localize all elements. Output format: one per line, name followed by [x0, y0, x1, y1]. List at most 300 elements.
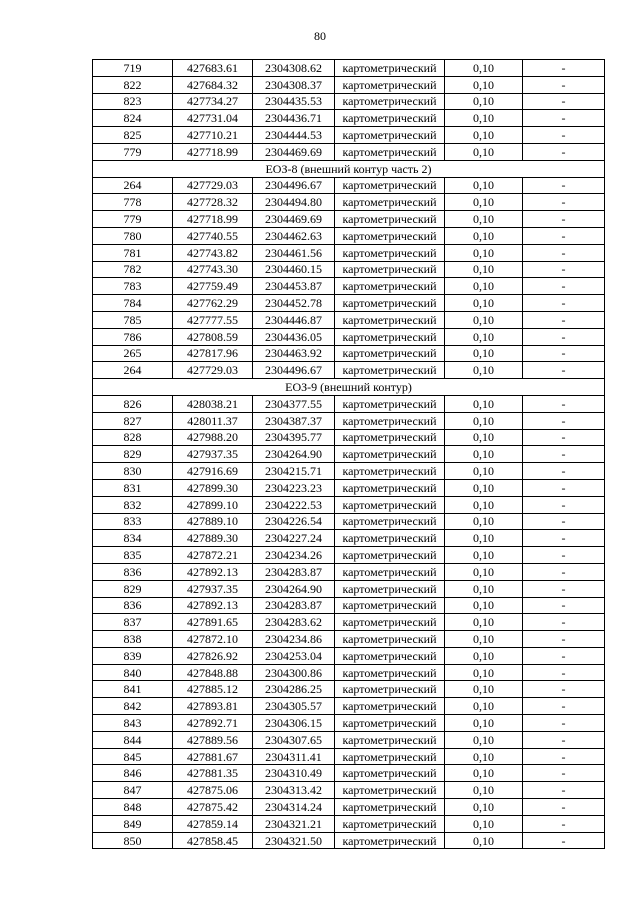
- note-cell: -: [523, 765, 605, 782]
- y-coordinate-cell: 2304311.41: [253, 748, 335, 765]
- method-cell: картометрический: [335, 463, 445, 480]
- x-coordinate-cell: 427848.88: [173, 664, 253, 681]
- y-coordinate-cell: 2304461.56: [253, 244, 335, 261]
- table-row: [93, 681, 605, 698]
- y-coordinate-cell: 2304469.69: [253, 143, 335, 160]
- point-number-cell: 834: [93, 530, 173, 547]
- x-coordinate-cell: 427893.81: [173, 698, 253, 715]
- note-cell: -: [523, 244, 605, 261]
- error-cell: 0,10: [445, 580, 523, 597]
- point-number-cell: 827: [93, 412, 173, 429]
- error-cell: 0,10: [445, 647, 523, 664]
- y-coordinate-cell: 2304234.26: [253, 547, 335, 564]
- point-number-cell: 828: [93, 429, 173, 446]
- y-coordinate-cell: 2304253.04: [253, 647, 335, 664]
- method-cell: картометрический: [335, 597, 445, 614]
- x-coordinate-cell: 427762.29: [173, 295, 253, 312]
- note-cell: -: [523, 194, 605, 211]
- error-cell: 0,10: [445, 547, 523, 564]
- y-coordinate-cell: 2304283.62: [253, 614, 335, 631]
- y-coordinate-cell: 2304283.87: [253, 597, 335, 614]
- method-cell: картометрический: [335, 647, 445, 664]
- point-number-cell: 265: [93, 345, 173, 362]
- table-row: [93, 647, 605, 664]
- section-heading-row: [93, 160, 605, 177]
- table-row: [93, 328, 605, 345]
- error-cell: 0,10: [445, 395, 523, 412]
- error-cell: 0,10: [445, 127, 523, 144]
- error-cell: 0,10: [445, 496, 523, 513]
- table-row: [93, 664, 605, 681]
- table-row: [93, 127, 605, 144]
- y-coordinate-cell: 2304496.67: [253, 362, 335, 379]
- x-coordinate-cell: 427988.20: [173, 429, 253, 446]
- x-coordinate-cell: 427881.67: [173, 748, 253, 765]
- x-coordinate-cell: 427743.82: [173, 244, 253, 261]
- error-cell: 0,10: [445, 832, 523, 849]
- x-coordinate-cell: 427875.42: [173, 799, 253, 816]
- y-coordinate-cell: 2304395.77: [253, 429, 335, 446]
- error-cell: 0,10: [445, 143, 523, 160]
- y-coordinate-cell: 2304227.24: [253, 530, 335, 547]
- x-coordinate-cell: 427892.13: [173, 597, 253, 614]
- x-coordinate-cell: 427729.03: [173, 177, 253, 194]
- note-cell: -: [523, 463, 605, 480]
- error-cell: 0,10: [445, 244, 523, 261]
- error-cell: 0,10: [445, 295, 523, 312]
- note-cell: -: [523, 60, 605, 77]
- note-cell: -: [523, 715, 605, 732]
- point-number-cell: 831: [93, 479, 173, 496]
- point-number-cell: 840: [93, 664, 173, 681]
- table-row: [93, 110, 605, 127]
- method-cell: картометрический: [335, 244, 445, 261]
- method-cell: картометрический: [335, 76, 445, 93]
- section-heading-row: [93, 379, 605, 396]
- x-coordinate-cell: 427892.13: [173, 563, 253, 580]
- error-cell: 0,10: [445, 664, 523, 681]
- note-cell: -: [523, 395, 605, 412]
- y-coordinate-cell: 2304321.21: [253, 815, 335, 832]
- y-coordinate-cell: 2304321.50: [253, 832, 335, 849]
- y-coordinate-cell: 2304264.90: [253, 580, 335, 597]
- method-cell: картометрический: [335, 110, 445, 127]
- x-coordinate-cell: 427916.69: [173, 463, 253, 480]
- error-cell: 0,10: [445, 177, 523, 194]
- note-cell: -: [523, 446, 605, 463]
- method-cell: картометрический: [335, 412, 445, 429]
- method-cell: картометрический: [335, 311, 445, 328]
- y-coordinate-cell: 2304313.42: [253, 782, 335, 799]
- method-cell: картометрический: [335, 328, 445, 345]
- y-coordinate-cell: 2304215.71: [253, 463, 335, 480]
- y-coordinate-cell: 2304462.63: [253, 227, 335, 244]
- method-cell: картометрический: [335, 345, 445, 362]
- note-cell: -: [523, 698, 605, 715]
- point-number-cell: 783: [93, 278, 173, 295]
- note-cell: -: [523, 211, 605, 228]
- y-coordinate-cell: 2304387.37: [253, 412, 335, 429]
- method-cell: картометрический: [335, 496, 445, 513]
- method-cell: картометрический: [335, 446, 445, 463]
- x-coordinate-cell: 427729.03: [173, 362, 253, 379]
- y-coordinate-cell: 2304223.23: [253, 479, 335, 496]
- note-cell: -: [523, 261, 605, 278]
- error-cell: 0,10: [445, 345, 523, 362]
- table-row: [93, 597, 605, 614]
- x-coordinate-cell: 427683.61: [173, 60, 253, 77]
- y-coordinate-cell: 2304496.67: [253, 177, 335, 194]
- point-number-cell: 836: [93, 563, 173, 580]
- table-row: [93, 429, 605, 446]
- x-coordinate-cell: 427937.35: [173, 446, 253, 463]
- error-cell: 0,10: [445, 60, 523, 77]
- y-coordinate-cell: 2304377.55: [253, 395, 335, 412]
- y-coordinate-cell: 2304436.05: [253, 328, 335, 345]
- y-coordinate-cell: 2304234.86: [253, 631, 335, 648]
- x-coordinate-cell: 427885.12: [173, 681, 253, 698]
- error-cell: 0,10: [445, 765, 523, 782]
- method-cell: картометрический: [335, 261, 445, 278]
- point-number-cell: 719: [93, 60, 173, 77]
- table-row: [93, 799, 605, 816]
- note-cell: -: [523, 345, 605, 362]
- error-cell: 0,10: [445, 530, 523, 547]
- error-cell: 0,10: [445, 211, 523, 228]
- point-number-cell: 779: [93, 211, 173, 228]
- point-number-cell: 264: [93, 362, 173, 379]
- y-coordinate-cell: 2304453.87: [253, 278, 335, 295]
- point-number-cell: 779: [93, 143, 173, 160]
- y-coordinate-cell: 2304308.62: [253, 60, 335, 77]
- table-row: [93, 715, 605, 732]
- method-cell: картометрический: [335, 211, 445, 228]
- table-row: [93, 194, 605, 211]
- table-row: [93, 748, 605, 765]
- x-coordinate-cell: 428038.21: [173, 395, 253, 412]
- point-number-cell: 832: [93, 496, 173, 513]
- method-cell: картометрический: [335, 681, 445, 698]
- note-cell: -: [523, 110, 605, 127]
- table-row: [93, 211, 605, 228]
- table-row: [93, 782, 605, 799]
- note-cell: -: [523, 580, 605, 597]
- point-number-cell: 781: [93, 244, 173, 261]
- error-cell: 0,10: [445, 76, 523, 93]
- x-coordinate-cell: 427826.92: [173, 647, 253, 664]
- x-coordinate-cell: 427889.30: [173, 530, 253, 547]
- error-cell: 0,10: [445, 631, 523, 648]
- point-number-cell: 824: [93, 110, 173, 127]
- x-coordinate-cell: 427777.55: [173, 311, 253, 328]
- note-cell: -: [523, 513, 605, 530]
- error-cell: 0,10: [445, 227, 523, 244]
- note-cell: -: [523, 664, 605, 681]
- method-cell: картометрический: [335, 227, 445, 244]
- table-row: [93, 295, 605, 312]
- table-row: [93, 547, 605, 564]
- method-cell: картометрический: [335, 530, 445, 547]
- point-number-cell: 849: [93, 815, 173, 832]
- y-coordinate-cell: 2304446.87: [253, 311, 335, 328]
- table-row: [93, 631, 605, 648]
- table-row: [93, 765, 605, 782]
- table-row: [93, 261, 605, 278]
- note-cell: -: [523, 597, 605, 614]
- note-cell: -: [523, 647, 605, 664]
- error-cell: 0,10: [445, 446, 523, 463]
- table-row: [93, 731, 605, 748]
- method-cell: картометрический: [335, 177, 445, 194]
- y-coordinate-cell: 2304283.87: [253, 563, 335, 580]
- note-cell: -: [523, 227, 605, 244]
- table-row: [93, 362, 605, 379]
- x-coordinate-cell: 428011.37: [173, 412, 253, 429]
- table-row: [93, 345, 605, 362]
- x-coordinate-cell: 427889.56: [173, 731, 253, 748]
- method-cell: картометрический: [335, 93, 445, 110]
- error-cell: 0,10: [445, 698, 523, 715]
- point-number-cell: 841: [93, 681, 173, 698]
- method-cell: картометрический: [335, 715, 445, 732]
- error-cell: 0,10: [445, 799, 523, 816]
- method-cell: картометрический: [335, 513, 445, 530]
- note-cell: -: [523, 328, 605, 345]
- section-heading: ЕОЗ-8 (внешний контур часть 2): [93, 160, 605, 177]
- table-row: [93, 278, 605, 295]
- table-row: [93, 93, 605, 110]
- table-row: [93, 815, 605, 832]
- point-number-cell: 830: [93, 463, 173, 480]
- error-cell: 0,10: [445, 513, 523, 530]
- error-cell: 0,10: [445, 261, 523, 278]
- y-coordinate-cell: 2304314.24: [253, 799, 335, 816]
- x-coordinate-cell: 427899.30: [173, 479, 253, 496]
- y-coordinate-cell: 2304444.53: [253, 127, 335, 144]
- x-coordinate-cell: 427734.27: [173, 93, 253, 110]
- point-number-cell: 836: [93, 597, 173, 614]
- method-cell: картометрический: [335, 194, 445, 211]
- method-cell: картометрический: [335, 631, 445, 648]
- table-row: [93, 563, 605, 580]
- x-coordinate-cell: 427899.10: [173, 496, 253, 513]
- point-number-cell: 822: [93, 76, 173, 93]
- x-coordinate-cell: 427743.30: [173, 261, 253, 278]
- y-coordinate-cell: 2304435.53: [253, 93, 335, 110]
- error-cell: 0,10: [445, 93, 523, 110]
- x-coordinate-cell: 427718.99: [173, 143, 253, 160]
- x-coordinate-cell: 427817.96: [173, 345, 253, 362]
- note-cell: -: [523, 614, 605, 631]
- error-cell: 0,10: [445, 748, 523, 765]
- y-coordinate-cell: 2304469.69: [253, 211, 335, 228]
- method-cell: картометрический: [335, 479, 445, 496]
- y-coordinate-cell: 2304264.90: [253, 446, 335, 463]
- error-cell: 0,10: [445, 479, 523, 496]
- x-coordinate-cell: 427937.35: [173, 580, 253, 597]
- table-row: [93, 412, 605, 429]
- point-number-cell: 782: [93, 261, 173, 278]
- note-cell: -: [523, 295, 605, 312]
- note-cell: -: [523, 496, 605, 513]
- x-coordinate-cell: 427728.32: [173, 194, 253, 211]
- y-coordinate-cell: 2304222.53: [253, 496, 335, 513]
- method-cell: картометрический: [335, 731, 445, 748]
- error-cell: 0,10: [445, 429, 523, 446]
- error-cell: 0,10: [445, 597, 523, 614]
- table-row: [93, 580, 605, 597]
- y-coordinate-cell: 2304310.49: [253, 765, 335, 782]
- x-coordinate-cell: 427718.99: [173, 211, 253, 228]
- point-number-cell: 829: [93, 580, 173, 597]
- table-row: [93, 698, 605, 715]
- note-cell: -: [523, 799, 605, 816]
- error-cell: 0,10: [445, 362, 523, 379]
- point-number-cell: 833: [93, 513, 173, 530]
- method-cell: картометрический: [335, 127, 445, 144]
- method-cell: картометрический: [335, 799, 445, 816]
- x-coordinate-cell: 427881.35: [173, 765, 253, 782]
- point-number-cell: 829: [93, 446, 173, 463]
- error-cell: 0,10: [445, 412, 523, 429]
- x-coordinate-cell: 427872.21: [173, 547, 253, 564]
- table-row: [93, 244, 605, 261]
- note-cell: -: [523, 681, 605, 698]
- method-cell: картометрический: [335, 782, 445, 799]
- note-cell: -: [523, 76, 605, 93]
- method-cell: картометрический: [335, 143, 445, 160]
- method-cell: картометрический: [335, 765, 445, 782]
- y-coordinate-cell: 2304306.15: [253, 715, 335, 732]
- y-coordinate-cell: 2304300.86: [253, 664, 335, 681]
- table-row: [93, 479, 605, 496]
- error-cell: 0,10: [445, 782, 523, 799]
- point-number-cell: 786: [93, 328, 173, 345]
- table-row: [93, 76, 605, 93]
- method-cell: картометрический: [335, 60, 445, 77]
- x-coordinate-cell: 427684.32: [173, 76, 253, 93]
- error-cell: 0,10: [445, 815, 523, 832]
- y-coordinate-cell: 2304460.15: [253, 261, 335, 278]
- error-cell: 0,10: [445, 731, 523, 748]
- x-coordinate-cell: 427875.06: [173, 782, 253, 799]
- x-coordinate-cell: 427731.04: [173, 110, 253, 127]
- note-cell: -: [523, 177, 605, 194]
- error-cell: 0,10: [445, 311, 523, 328]
- note-cell: -: [523, 563, 605, 580]
- method-cell: картометрический: [335, 395, 445, 412]
- y-coordinate-cell: 2304452.78: [253, 295, 335, 312]
- error-cell: 0,10: [445, 328, 523, 345]
- method-cell: картометрический: [335, 429, 445, 446]
- note-cell: -: [523, 278, 605, 295]
- x-coordinate-cell: 427858.45: [173, 832, 253, 849]
- y-coordinate-cell: 2304494.80: [253, 194, 335, 211]
- note-cell: -: [523, 530, 605, 547]
- method-cell: картометрический: [335, 832, 445, 849]
- method-cell: картометрический: [335, 362, 445, 379]
- error-cell: 0,10: [445, 715, 523, 732]
- error-cell: 0,10: [445, 110, 523, 127]
- section-heading: ЕОЗ-9 (внешний контур): [93, 379, 605, 396]
- note-cell: -: [523, 832, 605, 849]
- table-row: [93, 395, 605, 412]
- table-row: [93, 143, 605, 160]
- y-coordinate-cell: 2304463.92: [253, 345, 335, 362]
- note-cell: -: [523, 362, 605, 379]
- method-cell: картометрический: [335, 614, 445, 631]
- error-cell: 0,10: [445, 278, 523, 295]
- table-row: [93, 446, 605, 463]
- note-cell: -: [523, 547, 605, 564]
- point-number-cell: 846: [93, 765, 173, 782]
- point-number-cell: 823: [93, 93, 173, 110]
- method-cell: картометрический: [335, 295, 445, 312]
- point-number-cell: 843: [93, 715, 173, 732]
- method-cell: картометрический: [335, 748, 445, 765]
- coordinates-table: [92, 59, 605, 849]
- error-cell: 0,10: [445, 563, 523, 580]
- y-coordinate-cell: 2304305.57: [253, 698, 335, 715]
- table-row: [93, 311, 605, 328]
- method-cell: картометрический: [335, 664, 445, 681]
- point-number-cell: 848: [93, 799, 173, 816]
- x-coordinate-cell: 427889.10: [173, 513, 253, 530]
- y-coordinate-cell: 2304436.71: [253, 110, 335, 127]
- point-number-cell: 784: [93, 295, 173, 312]
- point-number-cell: 842: [93, 698, 173, 715]
- table-row: [93, 530, 605, 547]
- point-number-cell: 835: [93, 547, 173, 564]
- error-cell: 0,10: [445, 681, 523, 698]
- x-coordinate-cell: 427740.55: [173, 227, 253, 244]
- x-coordinate-cell: 427891.65: [173, 614, 253, 631]
- point-number-cell: 844: [93, 731, 173, 748]
- note-cell: -: [523, 631, 605, 648]
- method-cell: картометрический: [335, 698, 445, 715]
- coordinates-table-body: [93, 60, 605, 849]
- note-cell: -: [523, 479, 605, 496]
- method-cell: картометрический: [335, 563, 445, 580]
- note-cell: -: [523, 311, 605, 328]
- point-number-cell: 847: [93, 782, 173, 799]
- note-cell: -: [523, 748, 605, 765]
- point-number-cell: 839: [93, 647, 173, 664]
- method-cell: картометрический: [335, 815, 445, 832]
- table-row: [93, 227, 605, 244]
- table-row: [93, 832, 605, 849]
- note-cell: -: [523, 429, 605, 446]
- point-number-cell: 838: [93, 631, 173, 648]
- y-coordinate-cell: 2304226.54: [253, 513, 335, 530]
- table-row: [93, 513, 605, 530]
- y-coordinate-cell: 2304307.65: [253, 731, 335, 748]
- table-row: [93, 60, 605, 77]
- point-number-cell: 845: [93, 748, 173, 765]
- table-row: [93, 614, 605, 631]
- method-cell: картометрический: [335, 547, 445, 564]
- table-row: [93, 177, 605, 194]
- point-number-cell: 826: [93, 395, 173, 412]
- point-number-cell: 264: [93, 177, 173, 194]
- note-cell: -: [523, 731, 605, 748]
- table-row: [93, 496, 605, 513]
- note-cell: -: [523, 127, 605, 144]
- x-coordinate-cell: 427710.21: [173, 127, 253, 144]
- note-cell: -: [523, 93, 605, 110]
- point-number-cell: 785: [93, 311, 173, 328]
- x-coordinate-cell: 427808.59: [173, 328, 253, 345]
